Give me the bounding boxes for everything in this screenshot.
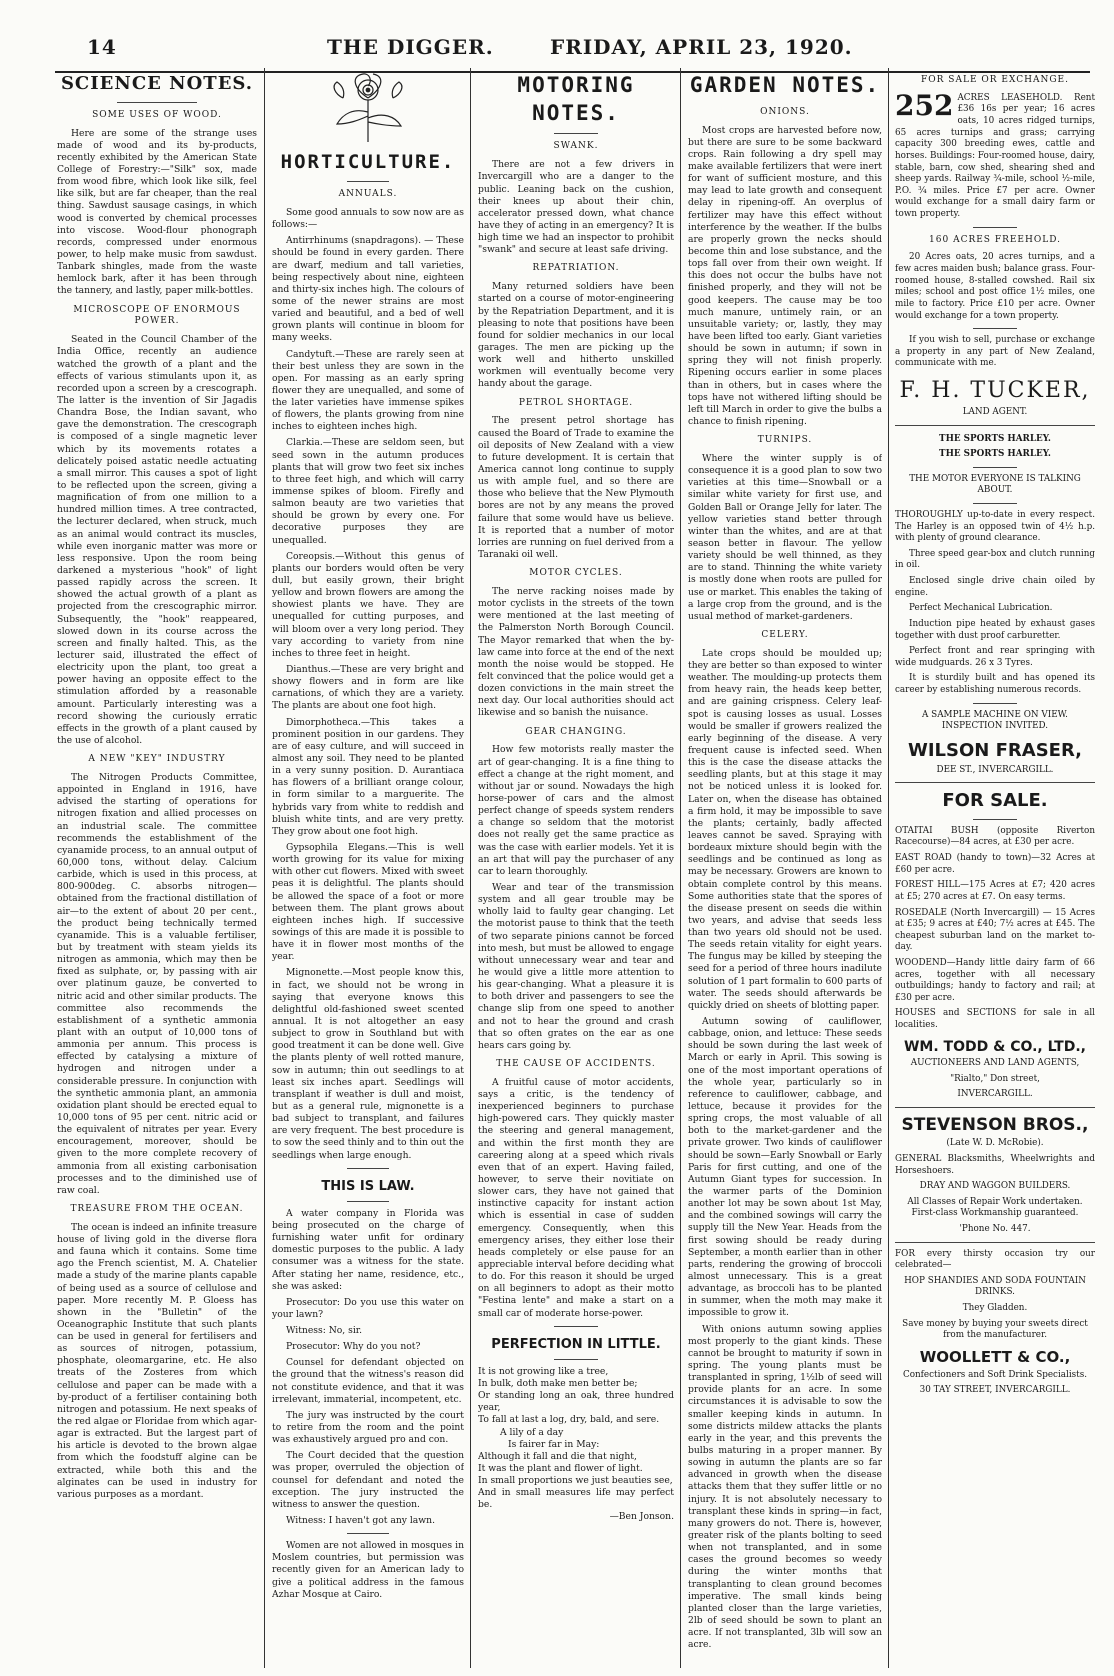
article-heading: SOME USES OF WOOD.	[92, 109, 222, 120]
article-text: Wear and tear of the transmission system and all gear trouble may be wholly laid to faulty gear changing. Let the motorist pause to think that the teeth of two separate pinions cannot be forced into mesh, but must be allowed to engage without unnecessary wear and tear and he would give a little more attention to his gear-changing. What a pleasure it is to both driver and passengers to see the change slip from one speed to another and not to hear the ground and crash that so often grates on the ear as one hears cars going by.	[478, 881, 674, 1051]
article-text: The jury was instructed by the court to retire from the room and the point was exhaustively argued pro and con.	[272, 1409, 464, 1446]
ad-text: Enclosed single drive chain oiled by engine.	[895, 576, 1095, 598]
ad-text: They Gladden.	[962, 1303, 1028, 1314]
ad-text: 20 Acres oats, 20 acres turnips, and a few acres maiden bush; balance grass. Four-roomed house, 8-stalled cowshed. Rail six miles; school and post office 1½ miles, one mile to factory. Price £10 per acre. Owner would exchange for a town property.	[895, 252, 1095, 321]
article-text: The ocean is indeed an infinite treasure house of living gold in the diverse flora and fauna which it contains. Some time ago the French scientist, M. A. Chatelier made a study of the marine plants capable of being used as a source of cellulose and paper. More recently M. P. Gloess has shown in the "Bulletin" of the Oceanographic Institute that such plants can be used in general for fertilisers and as sources of nitrogen, potassium, phosphate, oleomargarine, etc. He also treats of the Zosteres from which cellulose and paper can be made with a by-product of a fertiliser containing both nitrogen and potassium. He next speaks of the red algae or Floridae from which agar-agar is extracted. But the largest part of his article is devoted to the brown algae from which the foodstuff algine can be extracted, while both this and the alginates can be used in industry for various purposes as a mordant.	[57, 1221, 257, 1500]
section-title: MOTORING NOTES.	[517, 73, 635, 125]
ad-text: 'Phone No. 447.	[959, 1224, 1031, 1235]
ad-text: Perfect Mechanical Lubrication.	[909, 603, 1053, 614]
advertiser-note: (Late W. D. McRobie).	[946, 1138, 1044, 1149]
article-text: Some good annuals to sow now are as follows:—	[272, 206, 464, 231]
article-text: Where the winter supply is of consequence it is a good plan to sow two varieties at this time—Snowball or a similar white variety for first use, and Golden Ball or Orange Jelly for later. The yellow varieties stand better through winter than the whites, and are at that season better in flavour. The yellow variety should be well thinned, as they are to stand. Thinning the white variety is mostly done when roots are pulled for use or market. This enables the taking of a large crop from the ground, and is the usual method of market-gardeners.	[688, 452, 882, 622]
poem-line: Is fairer far in May:	[508, 1438, 600, 1450]
article-heading: ANNUALS.	[338, 189, 398, 200]
ad-text: If you wish to sell, purchase or exchange a property in any part of New Zealand, communicate with me.	[895, 335, 1095, 369]
poem-author: —Ben Jonson.	[609, 1511, 674, 1523]
ad-heading: A SAMPLE MACHINE ON VIEW. INSPECTION INVITED.	[922, 709, 1068, 732]
article-text: Clarkia.—These are seldom seen, but seed sown in the autumn produces plants that will grow two feet six inches to three feet high, and which will carry immense spikes of bloom. Firefly and salmon beauty are two varieties that should be grown by every one. For decorative purposes they are unequalled.	[272, 437, 464, 546]
poem-line: A lily of a day	[500, 1426, 564, 1438]
article-heading: MICROSCOPE OF ENORMOUS POWER.	[73, 304, 241, 327]
article-heading: THE CAUSE OF ACCIDENTS.	[496, 1058, 656, 1069]
ad-text: Induction pipe heated by exhaust gases together with dust proof carburetter.	[895, 618, 1095, 641]
article-title: THIS IS LAW.	[321, 1178, 415, 1194]
advertiser-role: LAND AGENT.	[962, 406, 1028, 417]
article-text: Witness: No, sir.	[286, 1325, 363, 1337]
article-text: Most crops are harvested before now, but there are sure to be some backward crops. Rain following a dry spell may make available fertilizers that were inert for want of sufficient mosture, and this may lead to late growth and consequent delay in ripening-off. An overplus of fertilizer may have this effect without interference by the weather. If the bulbs are properly grown the necks should become thin and lose substance, and the tops fall over from their own weight. If this does not occur the bulbs have not finished properly, and they will not be good keepers. The cause may be too much manure, untimely rain, or an unsuitable variety; or, lastly, they may have been lifted too early. Giant varieties should be sown in autumn; if sown in spring they will not finish properly. Ripening occurs earlier in some places than in others, but in cases where the tops have not withered lifting should be left till March in order to give the bulbs a chance to finish ripening.	[688, 124, 882, 427]
ad-heading: FOR SALE.	[942, 790, 1048, 812]
article-text: Prosecutor: Do you use this water on your lawn?	[272, 1296, 464, 1320]
column-rule	[470, 68, 471, 1668]
article-text: Mignonette.—Most people know this, in fact, we should not be wrong in saying that everyone knows this delightful old-fashioned sweet scented annual. It is not altogether an easy subject to grow in Southland but with good treatment it can be done well. Give the plants plenty of well rotted manure, sow in autumn; thin out seedlings to at least six inches apart. Seedlings will transplant if weather is dull and moist, but as a general rule, mignonette is a bad subject to transplant, and failures are very frequent. The best procedure is to sow the seed thinly and to thin out the seedlings when large enough.	[272, 967, 464, 1161]
ad-text: OTAITAI BUSH (opposite Riverton Racecourse)—84 acres, at £30 per acre.	[895, 825, 1095, 848]
advertiser-role: Confectioners and Soft Drink Specialists.	[902, 1369, 1088, 1380]
paper-title: THE DIGGER.	[327, 35, 494, 59]
article-heading: GEAR CHANGING.	[525, 726, 627, 737]
section-title: HORTICULTURE.	[280, 151, 456, 173]
poem-line: In small proportions we just beauties see,	[478, 1475, 673, 1487]
column-advertisements	[895, 68, 1095, 1668]
ad-heading: THE MOTOR EVERYONE IS TALKING ABOUT.	[909, 473, 1081, 496]
ad-heading: THE SPORTS HARLEY.	[939, 449, 1051, 460]
article-text: Coreopsis.—Without this genus of plants our borders would often be very dull, but easily grown, their bright yellow and brown flowers are among the showiest plants we have. They are unequalled for cutting purposes, and will bloom over a very long period. They vary according to variety from nine inches to three feet in height.	[272, 550, 464, 659]
ad-heading: DRAY AND WAGGON BUILDERS.	[919, 1181, 1071, 1192]
advertiser-role: AUCTIONEERS AND LAND AGENTS,	[910, 1058, 1080, 1069]
advertiser-name: WOOLLETT & CO.,	[919, 1347, 1071, 1366]
ad-text: It is sturdily built and has opened its career by establishing numerous records.	[895, 673, 1095, 695]
article-heading: ONIONS.	[760, 106, 810, 117]
article-heading: TREASURE FROM THE OCEAN.	[70, 1203, 244, 1214]
article-text: The Court decided that the question was proper, overruled the objection of counsel for defendant and noted the exception. The jury instructed the witness to answer the question.	[272, 1450, 464, 1510]
article-text: Seated in the Council Chamber of the India Office, recently an audience watched the growth of a plant and the effects of various stimulants upon it, as recorded upon a screen by a crescograph. The latter is the invention of Sir Jagadis Chandra Bose, the Indian savant, who gave the demonstration. The crescograph is composed of a single magnetic lever which by its movements rotates a delicately poised astatic needle actuating a small mirror. This causes a spot of light to be reflected upon the screen, giving a magnification of from one million to a hundred million times. A tree contracted, the lecturer declared, when struck, much as an animal would contract its muscles, while even inorganic matter was more or less responsive. Upon the room being darkened a mysterious "hook" of light passed rapidly across the screen. It showed the actual growth of a plant as projected from the crescographic mirror. Subsequently, the "hook" reappeared, slowed down in its course across the screen and finally halted. This, as the lecturer said, illustrated the effect of electricity upon the plant, too great a power having an opposite effect to the stimulation afforded by a reasonable amount. Particularly interesting was a record showing the curiously erratic effects in the growth of a plant caused by the use of alcohol.	[57, 334, 257, 746]
article-text: The Nitrogen Products Committee, appointed in England in 1916, have advised the starting of operations for nitrogen fixation and allied processes on an industrial scale. The committee recommends the establishment of the cyanamide process, to an annual output of 60,000 tons, without delay. Calcium carbide, which is used in this process, at 800-900deg. C. absorbs nitrogen—obtained from the fractional distillation of air—to the extent of about 20 per cent., the product being technically termed cyanamide. This is a valuable fertiliser, but by treatment with steam yields its nitrogen as ammonia, which may then be fixed as sulphate, or, by passing with air over platinum gauze, be converted to nitric acid and other similar products. The committee also recommends the establishment of a synthetic ammonia plant with an output of 10,000 tons of ammonia per annum. This process is effected by catalysing a mixture of hydrogen and nitrogen under a considerable pressure. In conjunction with the synthetic ammonia plant, an ammonia oxidation plant should be erected equal to 10,000 tons of 95 per cent. nitric acid or the equivalent of nitrates per year. Every encouragement, moreover, should be given to the more complete recovery of ammonia from all existing carbonisation processes and to the diminished use of raw coal.	[57, 772, 257, 1196]
article-heading: A NEW "KEY" INDUSTRY	[88, 754, 226, 765]
advertiser-name: WILSON FRASER,	[908, 739, 1082, 761]
article-text: Women are not allowed in mosques in Moslem countries, but permission was recently given for an American lady to give a political address in the famous Azhar Mosque at Cairo.	[272, 1540, 464, 1600]
article-heading: MOTOR CYCLES.	[529, 568, 623, 579]
ad-heading: 160 ACRES FREEHOLD.	[929, 234, 1061, 245]
poem-line: To fall at last a log, dry, bald, and sere.	[478, 1414, 660, 1426]
article-text: Late crops should be moulded up; they are better so than exposed to winter weather. The moulding-up protects them from heavy rain, the heads keep better, and are gaining crispness. Celery leaf-spot is causing losses as usual. Losses would be smaller if growers realized the early beginning of the disease. A very frequent cause is infected seed. When this is the case the disease attacks the seedling plants, but at this stage it may not be noticed unless it is looked for. Later on, when the disease has obtained a firm hold, it may be impossible to save the plants; certainly, badly affected leaves cannot be saved. Spraying with bordeaux mixture should begin with the seedlings and be continued as long as may be necessary. Growers are known to obtain complete control by this means. Some authorities state that the spores of the disease present on seeds die within two years, and advise that seeds less than two years old should not be used. The seeds retain vitality for eight years. The fungus may be killed by steeping the seed for a period of three hours inadilute solution of 1 part formalin to 600 parts of water. The seeds should afterwards be quickly dried on sheets of blotting paper.	[688, 647, 882, 1011]
poem-line: It is not growing like a tree,	[478, 1365, 609, 1377]
ad-text: ROSEDALE (North Invercargill) — 15 Acres at £35; 9 acres at £40; 7½ acres at £45. The cheapest suburban land on the market to-day.	[895, 907, 1095, 953]
ad-text: Save money by buying your sweets direct from the manufacturer.	[902, 1318, 1088, 1341]
ad-text: EAST ROAD (handy to town)—32 Acres at £60 per acre.	[895, 853, 1095, 875]
poem-line: Or standing long an oak, three hundred year,	[478, 1390, 674, 1414]
advertiser-name: F. H. TUCKER,	[899, 377, 1091, 403]
article-text: How few motorists really master the art of gear-changing. It is a fine thing to effect a change at the right moment, and without jar or sound. Nowadays the high horse-power of cars and the almost perfect change of speeds system renders a change so seldom that the motorist does not really get the same practice as was the case with earlier models. Yet it is an art that will pay the purchaser of any car to learn thoroughly.	[478, 744, 674, 877]
advertiser-address: INVERCARGILL.	[957, 1089, 1033, 1100]
ad-text: Perfect front and rear springing with wide mudguards. 26 x 3 Tyres.	[895, 646, 1095, 668]
column-rule	[680, 68, 681, 1668]
poem-line: And in small measures life may perfect be.	[478, 1487, 674, 1511]
column-garden-notes	[688, 68, 882, 1668]
article-text: Gypsophila Elegans.—This is well worth growing for its value for mixing with other cut flowers. Mixed with sweet peas it is delightful. The plants should be allowed the space of a foot or more between them. The plant grows about eighteen inches high. If successive sowings of this are made it is possible to have it in flower most months of the year.	[272, 841, 464, 963]
article-heading: CELERY.	[761, 629, 809, 640]
ad-text: Three speed gear-box and clutch running in oil.	[895, 548, 1095, 571]
advertiser-address: 30 TAY STREET, INVERCARGILL.	[919, 1385, 1071, 1396]
article-text: Here are some of the strange uses made of wood and its by-products, recently exhibited by the American State College of Forestry:—"Silk" sox, made from wood fibre, which look like silk, feel like silk, but are far cheaper, than the real thing. Sawdust sausage casings, in which wood is converted by chemical processes into viscose. Wood-flour phonograph records, compressed under enormous power, to help make music from sawdust. Tanbark shingles, made from the waste hemlock bark, after it has been through the tannery, and lastly, paper milk-bottles.	[57, 127, 257, 297]
ad-text: All Classes of Repair Work undertaken. First-class Workmanship guaranteed.	[907, 1196, 1083, 1219]
article-text: The present petrol shortage has caused the Board of Trade to examine the oil deposits of New Zealand with a view to future development. It is certain that America cannot long continue to supply us with ample fuel, and so there are those who believe that the New Plymouth bores are not by any means the proved failure that some would have us believe. It is reported that a number of motor lorries are running on fuel derived from a Taranaki oil well.	[478, 415, 674, 560]
section-title: GARDEN NOTES.	[689, 73, 881, 97]
ad-heading: THE SPORTS HARLEY.	[939, 433, 1051, 444]
article-heading: PETROL SHORTAGE.	[518, 397, 634, 408]
ad-text: THOROUGHLY up-to-date in every respect. The Harley is an opposed twin of 4½ h.p. with plenty of ground clearance.	[895, 510, 1095, 544]
advertiser-address: "Rialto," Don street,	[950, 1073, 1040, 1084]
ad-heading: HOP SHANDIES AND SODA FOUNTAIN DRINKS.	[904, 1275, 1086, 1298]
ad-text: FOREST HILL—175 Acres at £7; 420 acres at £5; 270 acres at £7. On easy terms.	[895, 880, 1095, 902]
article-text: Antirrhinums (snapdragons). — These should be found in every garden. There are dwarf, medium and tall varieties, being respectively about nine, eighteen and thirty-six inches high. The colours of some of the newer strains are most varied and beautiful, and a bed of well grown plants will continue in bloom for many weeks.	[272, 235, 464, 344]
article-text: Counsel for defendant objected on the ground that the witness's reason did not constitute evidence, and that it was irrelevant, immaterial, incompetent, etc.	[272, 1357, 464, 1405]
poem-line: Although it fall and die that night,	[478, 1450, 637, 1462]
article-text: Autumn sowing of cauliflower, cabbage, onion, and lettuce: These seeds should be sown during the last week of March or early in April. This sowing is one of the most important operations of the whole year, particularly so in reference to cauliflower, cabbage, and lettuce, because it provides for the spring crops, the most valuable of all both to the market-gardener and the private grower. Two kinds of cauliflower should be sown—Early Snowball or Early Paris for first cutting, and one of the Autumn Giant types for succession. In the warmer parts of the Dominion another lot may be sown about 1st May, and the combined sowings will carry the supply till the New Year. Heads from the first sowing should be ready during September, a month earlier than in other parts, rendering the growing of broccoli almost unnecessary. This is a great advantage, as broccoli has to be planted in summer, when the moth may make it impossible to grow it.	[688, 1016, 882, 1319]
article-text: Many returned soldiers have been started on a course of motor-engineering by the Repatriation Department, and it is pleasing to note that positions have been found for soldier mechanics in our local garages. The men are picking up the work well and hitherto unskilled workmen will eventually become very handy about the garage.	[478, 281, 674, 390]
section-title: SCIENCE NOTES.	[60, 73, 254, 94]
ad-text: WOODEND—Handy little dairy farm of 66 acres, together with all necessary outbuildings; handy to factory and rail; at £30 per acre.	[895, 957, 1095, 1003]
column-science-notes	[57, 68, 257, 1668]
column-motoring-notes	[478, 68, 674, 1668]
poem-title: PERFECTION IN LITTLE.	[491, 1336, 661, 1352]
article-text: Candytuft.—These are rarely seen at their best unless they are sown in the open. For massing as an early spring flower they are unequalled, and some of the later varieties have immense spikes of flowers, the plants growing from nine inches to eighteen inches high.	[272, 348, 464, 433]
advertiser-name: WM. TODD & CO., LTD.,	[903, 1038, 1086, 1055]
column-rule	[264, 68, 265, 1668]
poem-line: It was the plant and flower of light.	[478, 1462, 643, 1474]
poem	[478, 1366, 674, 1524]
ad-text: HOUSES and SECTIONS for sale in all localities.	[895, 1008, 1095, 1031]
ad-number: 252	[895, 88, 954, 122]
article-text: Dianthus.—These are very bright and showy flowers and in form are like carnations, of which they are a variety. The plants are about one foot high.	[272, 664, 464, 712]
article-text: With onions autumn sowing applies most properly to the giant kinds. These cannot be brought to maturity if sown in spring. The young plants must be transplanted in spring, 1½lb of seed will provide plants for an acre. In some circumstances it is advisable to sow the smaller keeping kinds in autumn. In some districts mildew attacks the plants early in the year, and this prevents the bulbs maturing in a proper manner. By sowing in autumn the plants are so far advanced in growth when the disease attacks them that they suffer little or no injury. It is not absolutely necessary to transplant these kinds in spring—in fact, many growers do not. There is, however, greater risk of the plants bolting to seed when not transplanted, and in some cases the ground becomes so weedy during the winter months that transplanting to clean ground becomes imperative. The small kinds being planted closer than the large varieties, 2lb of seed should be sown to plant an acre. If not transplanted, 3lb will sow an acre.	[688, 1323, 882, 1651]
page-number: 14	[87, 35, 117, 59]
column-rule	[888, 68, 889, 1668]
article-heading: REPATRIATION.	[532, 263, 620, 274]
article-text: There are not a few drivers in Invercargill who are a danger to the public. Leaning back on the cushion, their knees up about their chin, accelerator pressed down, what chance have they of acting in an emergency? It is high time we had an inspector to prohibit "swank" and secure at least safe driving.	[478, 159, 674, 256]
column-horticulture	[272, 68, 464, 1668]
article-text: A water company in Florida was being prosecuted on the charge of furnishing water unfit for ordinary domestic purposes to the public. A lady consumer was a witness for the state. After stating her name, residence, etc., she was asked:	[272, 1207, 464, 1292]
article-text: Dimorphotheca.—This takes a prominent position in our gardens. They are of easy culture, and will succeed in almost any soil. They need to be planted in a very sunny position. D. Aurantiaca has flowers of a brilliant orange colour, in form similar to a marguerite. The hybrids vary from white to reddish and bluish white tints, and are very pretty. They grow about one foot high.	[272, 716, 464, 837]
ad-text: FOR every thirsty occasion try our celebrated—	[895, 1248, 1095, 1271]
issue-date: FRIDAY, APRIL 23, 1920.	[550, 35, 853, 59]
article-text: Prosecutor: Why do you not?	[286, 1341, 421, 1353]
advertiser-address: DEE ST., INVERCARGILL.	[936, 764, 1054, 775]
article-text: The nerve racking noises made by motor cyclists in the streets of the town were mentioned at the last meeting of the Palmerston North Borough Council. The Mayor remarked that when the by-law came into force at the end of the next month the noise would be stopped. He felt convinced that the police would get a dozen convictions in the main street the next day. Our local authorities should act likewise and so banish the nuisance.	[478, 586, 674, 719]
ad-heading: FOR SALE OR EXCHANGE.	[921, 75, 1069, 85]
article-text: Witness: I haven't got any lawn.	[286, 1515, 435, 1527]
ad-text: GENERAL Blacksmiths, Wheelwrights and Horseshoers.	[895, 1153, 1095, 1176]
article-heading: TURNIPS.	[757, 435, 813, 446]
article-heading: SWANK.	[553, 141, 599, 152]
article-text: A fruitful cause of motor accidents, says a critic, is the tendency of inexperienced beginners to purchase high-powered cars. They quickly master the steering and general management, and within the first month they are careering along at a speed which rivals even that of an expert. Having failed, however, to serve their novitiate on slower cars, they have not gained that instinctive capacity for instant action which is essential in case of sudden emergency. Consequently, when this emergency arises, they either lose their heads completely or else pause for an appreciable interval before deciding what to do. For this reason it should be urged on all beginners to adopt as their motto "Festina lente" and make a start on a small car of moderate horse-power.	[478, 1076, 674, 1319]
advertiser-name: STEVENSON BROS.,	[901, 1114, 1089, 1135]
ad-text: ACRES LEASEHOLD. Rent £36 16s per year; 16 acres oats, 10 acres ridged turnips, 65 acres turnips and grass; carrying capacity 300 breeding ewes, cattle and horses. Buildings: Four-roomed house, dairy, stable, barn, cow shed, shearing shed and sheep yards. Railway ¾-mile, school ½-mile, P.O. ¾ miles. Price £7 per acre. Owner would exchange for a small dairy farm or town property.	[895, 92, 1095, 219]
rose-illustration-icon	[323, 68, 413, 146]
poem-line: In bulk, doth make men better be;	[478, 1377, 638, 1389]
